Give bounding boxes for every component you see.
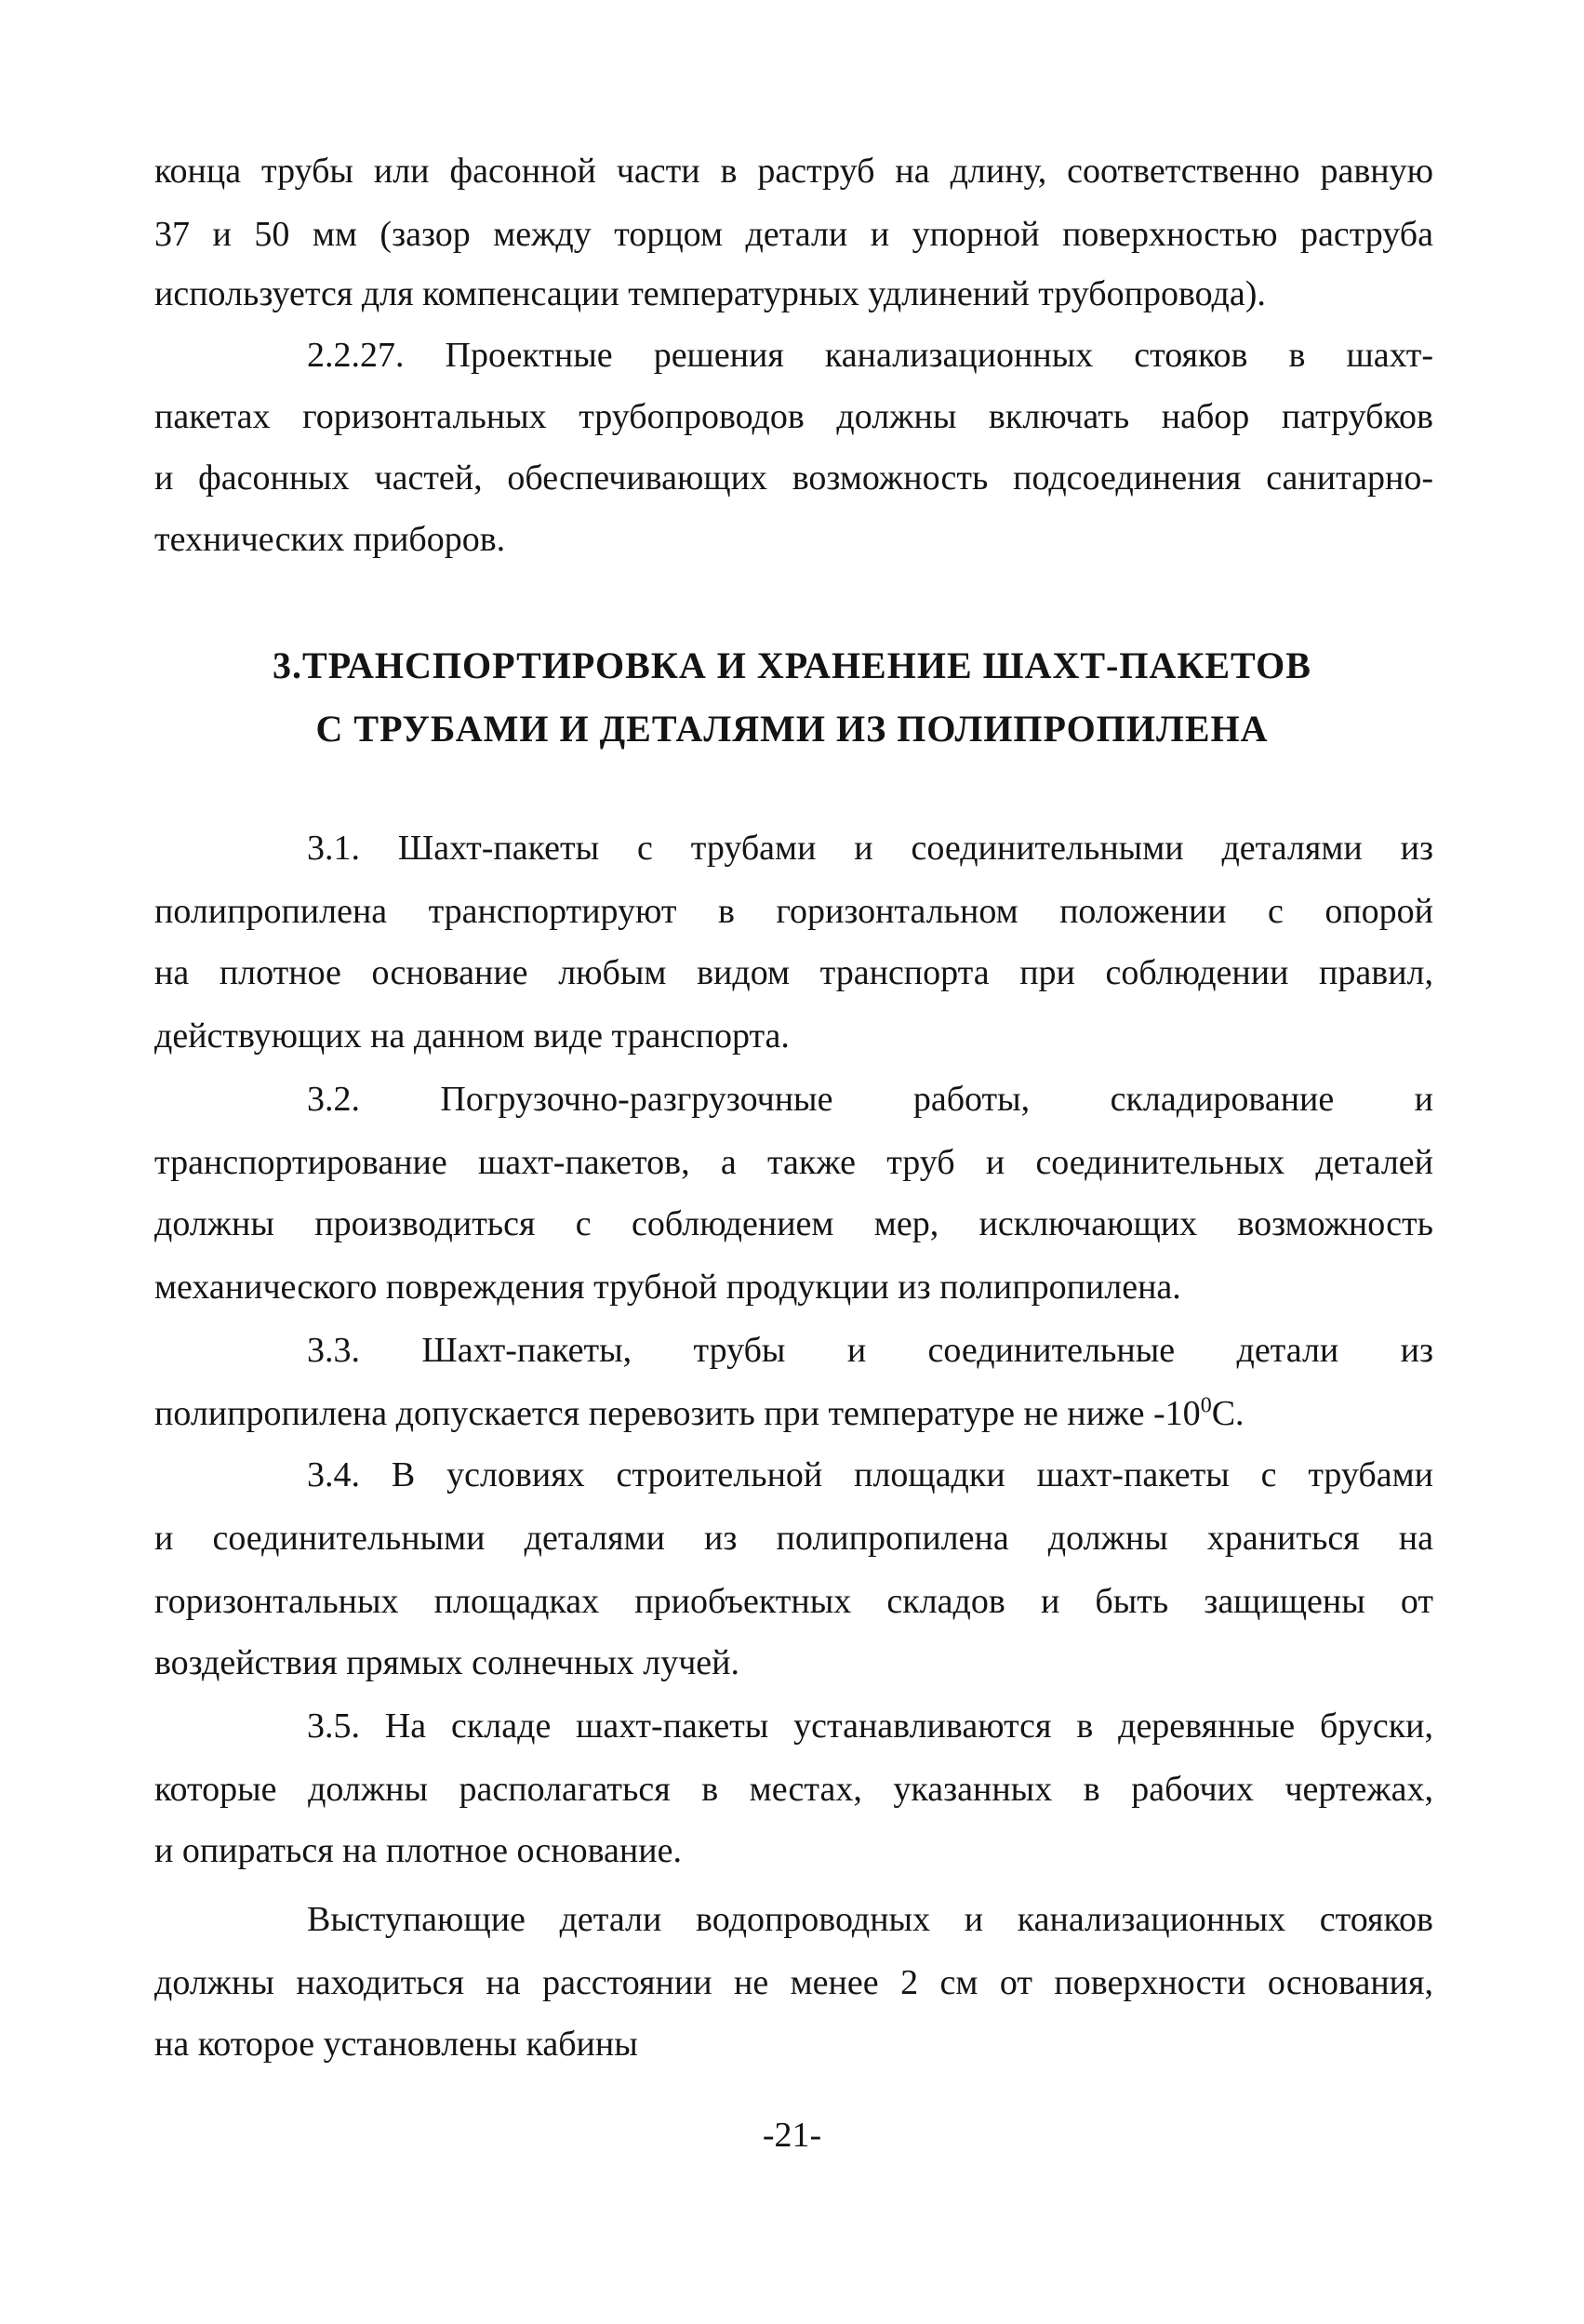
section-heading-line-1: 3.ТРАНСПОРТИРОВКА И ХРАНЕНИЕ ШАХТ-ПАКЕТОВ bbox=[273, 644, 1311, 686]
degree-superscript: 0 bbox=[1200, 1393, 1212, 1418]
continuation-line-3: используется для компенсации температурных удлинений трубопровода). bbox=[154, 274, 1266, 313]
clause-3-5-cont-line-3: на которое установлены кабины bbox=[154, 2025, 638, 2064]
clause-2-2-27-line-2: пакетах горизонтальных трубопроводов должны включать набор патрубков bbox=[154, 397, 1433, 436]
clause-3-1-line-4: действующих на данном виде транспорта. bbox=[154, 1016, 790, 1056]
continuation-line-2: 37 и 50 мм (зазор между торцом детали и упорной поверхностью раструба bbox=[154, 215, 1433, 254]
clause-3-1-line-1: 3.1. Шахт-пакеты с трубами и соединительными деталями из bbox=[307, 829, 1433, 868]
clause-2-2-27-line-1: 2.2.27. Проектные решения канализационных стояков в шахт- bbox=[307, 336, 1433, 375]
clause-3-4-line-1: 3.4. В условиях строительной площадки шахт-пакеты с трубами bbox=[307, 1455, 1433, 1494]
clause-2-2-27-line-4: технических приборов. bbox=[154, 520, 506, 559]
clause-3-3-unit: С. bbox=[1211, 1394, 1245, 1433]
clause-3-3-text: полипропилена допускается перевозить при температуре не ниже -10 bbox=[154, 1394, 1201, 1433]
clause-3-5-line-3: и опираться на плотное основание. bbox=[154, 1831, 682, 1870]
clause-3-2-line-3: должны производиться с соблюдением мер, исключающих возможность bbox=[154, 1204, 1433, 1243]
clause-3-2-line-4: механического повреждения трубной продукции из полипропилена. bbox=[154, 1268, 1181, 1307]
clause-3-5-line-2: которые должны располагаться в местах, указанных в рабочих чертежах, bbox=[154, 1770, 1433, 1809]
clause-3-4-line-4: воздействия прямых солнечных лучей. bbox=[154, 1643, 740, 1682]
clause-3-1-line-3: на плотное основание любым видом транспорта при соблюдении правил, bbox=[154, 953, 1433, 992]
clause-3-2-line-1: 3.2. Погрузочно-разгрузочные работы, складирование и bbox=[307, 1080, 1433, 1119]
section-heading-line-2: С ТРУБАМИ И ДЕТАЛЯМИ ИЗ ПОЛИПРОПИЛЕНА bbox=[315, 708, 1269, 750]
clause-3-3-line-1: 3.3. Шахт-пакеты, трубы и соединительные детали из bbox=[307, 1331, 1433, 1370]
clause-3-5-cont-line-2: должны находиться на расстоянии не менее 2 см от поверхности основания, bbox=[154, 1963, 1433, 2002]
clause-3-3-line-2 bbox=[154, 1391, 1433, 1436]
clause-3-1-line-2: полипропилена транспортируют в горизонтальном положении с опорой bbox=[154, 892, 1433, 931]
page-number: -21- bbox=[762, 2116, 822, 2155]
clause-3-5-cont-line-1: Выступающие детали водопроводных и канализационных стояков bbox=[307, 1900, 1433, 1939]
clause-3-2-line-2: транспортирование шахт-пакетов, а также труб и соединительных деталей bbox=[154, 1143, 1433, 1182]
clause-3-4-line-2: и соединительными деталями из полипропилена должны храниться на bbox=[154, 1519, 1433, 1558]
clause-2-2-27-line-3: и фасонных частей, обеспечивающих возможность подсоединения санитарно- bbox=[154, 458, 1433, 498]
continuation-line-1: конца трубы или фасонной части в раструб на длину, соответственно равную bbox=[154, 152, 1433, 191]
clause-3-4-line-3: горизонтальных площадках приобъектных складов и быть защищены от bbox=[154, 1582, 1433, 1621]
clause-3-5-line-1: 3.5. На складе шахт-пакеты устанавливаются в деревянные бруски, bbox=[307, 1706, 1433, 1746]
